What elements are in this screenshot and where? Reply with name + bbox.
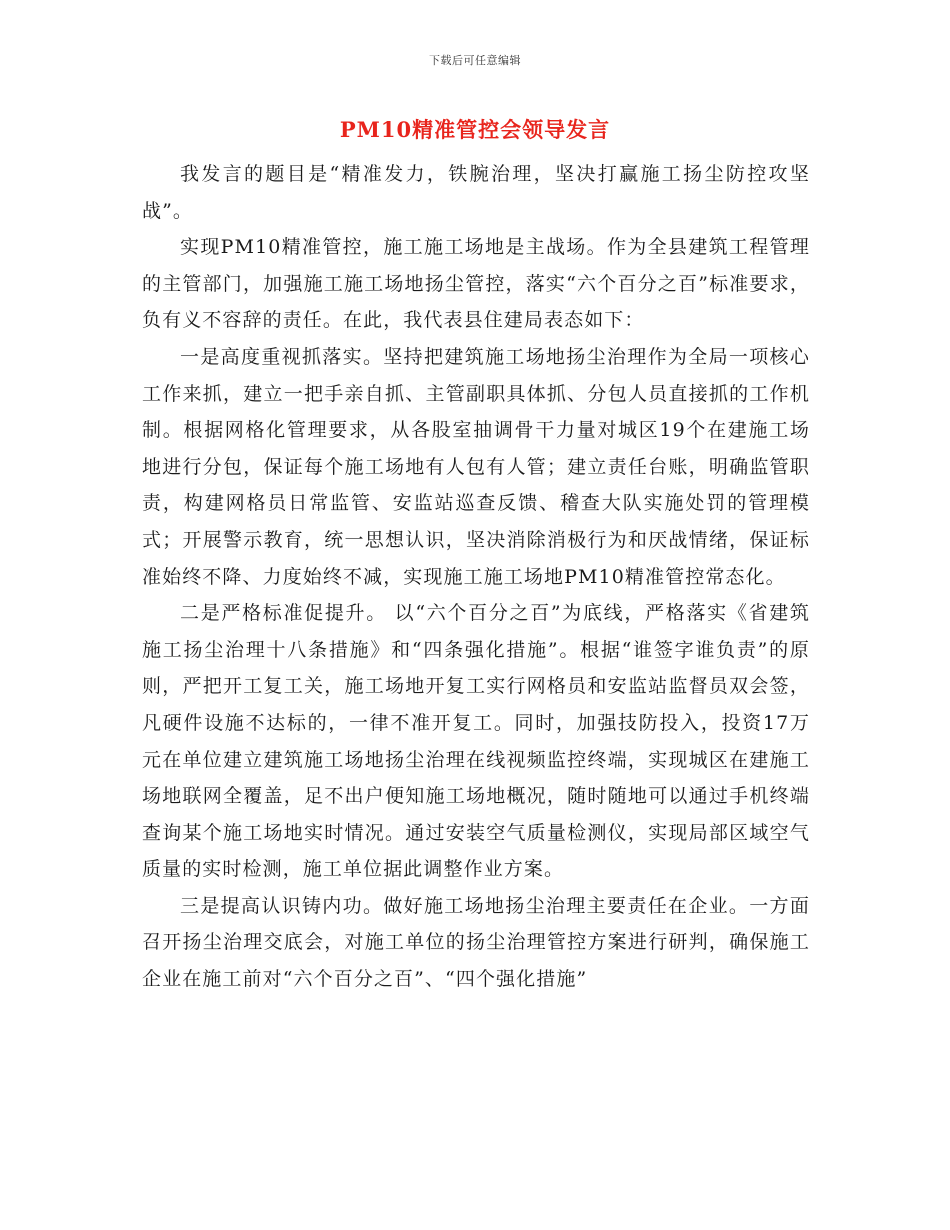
paragraph-point-one: 一是高度重视抓落实。坚持把建筑施工场地扬尘治理作为全局一项核心工作来抓，建立一把手亲自抓、主管副职具体抓、分包人员直接抓的工作机制。根据网格化管理要求，从各股室抽调骨干力量对城区19个在建施工场地进行分包，保证每个施工场地有人包有人管；建立责任台账，明确监管职责，构建网格员日常监管、安监站巡查反馈、稽查大队实施处罚的管理模式；开展警示教育，统一思想认识，坚决消除消极行为和厌战情绪，保证标准始终不降、力度始终不减，实现施工施工场地PM10精准管控常态化。 — [142, 345, 810, 588]
paragraph-point-three: 三是提高认识铸内功。做好施工场地扬尘治理主要责任在企业。一方面召开扬尘治理交底会，对施工单位的扬尘治理管控方案进行研判，确保施工企业在施工前对“六个百分之百”、“四个强化措施” — [142, 894, 810, 991]
document-body — [142, 156, 810, 998]
paragraph-intro: 我发言的题目是“精准发力，铁腕治理，坚决打赢施工扬尘防控攻坚战”。 — [142, 163, 810, 222]
paragraph-statement: 实现PM10精准管控，施工施工场地是主战场。作为全县建筑工程管理的主管部门，加强施工施工场地扬尘管控，落实“六个百分之百”标准要求，负有义不容辞的责任。在此，我代表县住建局表态如下： — [142, 236, 810, 332]
paragraph-point-two: 二是严格标准促提升。 以“六个百分之百”为底线，严格落实《省建筑施工扬尘治理十八条措施》和“四条强化措施”。根据“谁签字谁负责”的原则，严把开工复工关，施工场地开复工实行网格员和安监站监督员双会签，凡硬件设施不达标的，一律不准开复工。同时，加强技防投入，投资17万元在单位建立建筑施工场地扬尘治理在线视频监控终端，实现城区在建施工场地联网全覆盖，足不出户便知施工场地概况，随时随地可以通过手机终端查询某个施工场地实时情况。通过安装空气质量检测仪，实现局部区域空气质量的实时检测，施工单位据此调整作业方案。 — [142, 602, 810, 881]
document-title: PM10精准管控会领导发言 — [339, 117, 611, 142]
header-note: 下载后可任意编辑 — [429, 54, 521, 67]
